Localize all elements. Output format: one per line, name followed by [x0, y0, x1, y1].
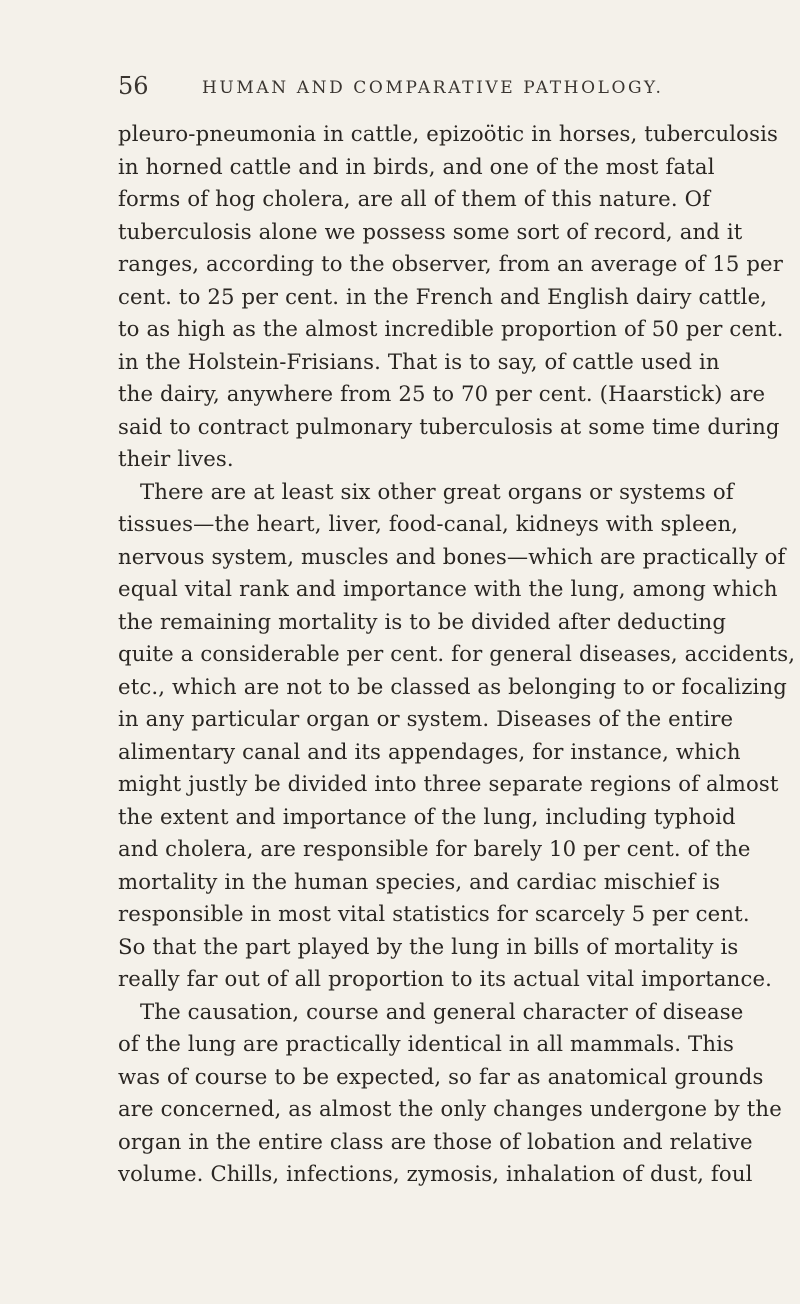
running-title: HUMAN AND COMPARATIVE PATHOLOGY. — [202, 78, 664, 98]
text-line: the dairy, anywhere from 25 to 70 per cent. (Haarstick) are — [118, 381, 766, 406]
text-line: tissues—the heart, liver, food-canal, kidneys with spleen, — [118, 511, 739, 536]
text-line: cent. to 25 per cent. in the French and English dairy cattle, — [118, 283, 768, 309]
text-line: quite a considerable per cent. for general diseases, accidents, — [118, 641, 796, 666]
running-head — [118, 72, 664, 106]
text-line: in horned cattle and in birds, and one of the most fatal — [118, 153, 715, 179]
text-line: to as high as the almost incredible proportion of 50 per cent. — [118, 316, 784, 341]
text-line: organ in the entire class are those of lobation and relative — [118, 1128, 753, 1154]
text-line: of the lung are practically identical in all mammals. This — [118, 1031, 735, 1056]
text-line: equal vital rank and importance with the lung, among which — [118, 576, 778, 601]
text-line: and cholera, are responsible for barely 10 per cent. of the — [118, 836, 751, 861]
text-line: So that the part played by the lung in bills of mortality is — [118, 933, 739, 959]
text-line: mortality in the human species, and cardiac mischief is — [118, 868, 721, 894]
text-line: responsible in most vital statistics for scarcely 5 per cent. — [118, 901, 750, 926]
text-line: said to contract pulmonary tuberculosis at some time during — [118, 413, 780, 439]
page-number: 56 — [118, 72, 149, 100]
text-line: alimentary canal and its appendages, for instance, which — [118, 738, 741, 764]
text-line: forms of hog cholera, are all of them of this nature. Of — [118, 186, 711, 211]
text-line: The causation, course and general character of disease — [140, 998, 744, 1024]
text-line: etc., which are not to be classed as belonging to or focalizing — [118, 673, 787, 699]
text-line: their lives. — [118, 446, 234, 471]
text-line: There are at least six other great organs or systems of — [140, 478, 734, 504]
text-line: the extent and importance of the lung, including typhoid — [118, 803, 736, 829]
body-text — [118, 118, 796, 1191]
text-line: the remaining mortality is to be divided after deducting — [118, 608, 727, 634]
text-line: tuberculosis alone we possess some sort of record, and it — [118, 218, 743, 244]
text-line: in any particular organ or system. Diseases of the entire — [118, 706, 734, 731]
text-line: really far out of all proportion to its actual vital importance. — [118, 966, 773, 991]
text-line: nervous system, muscles and bones—which are practically of — [118, 543, 786, 569]
text-line: pleuro-pneumonia in cattle, epizoötic in horses, tuberculosis — [118, 121, 779, 146]
text-line: volume. Chills, infections, zymosis, inhalation of dust, foul — [118, 1161, 753, 1186]
text-line: are concerned, as almost the only changes undergone by the — [118, 1096, 782, 1121]
text-line: ranges, according to the observer, from an average of 15 per — [118, 251, 784, 276]
text-line: was of course to be expected, so far as anatomical grounds — [118, 1063, 764, 1089]
text-line: in the Holstein-Frisians. That is to say, of cattle used in — [118, 348, 720, 374]
text-line: might justly be divided into three separate regions of almost — [118, 771, 779, 796]
